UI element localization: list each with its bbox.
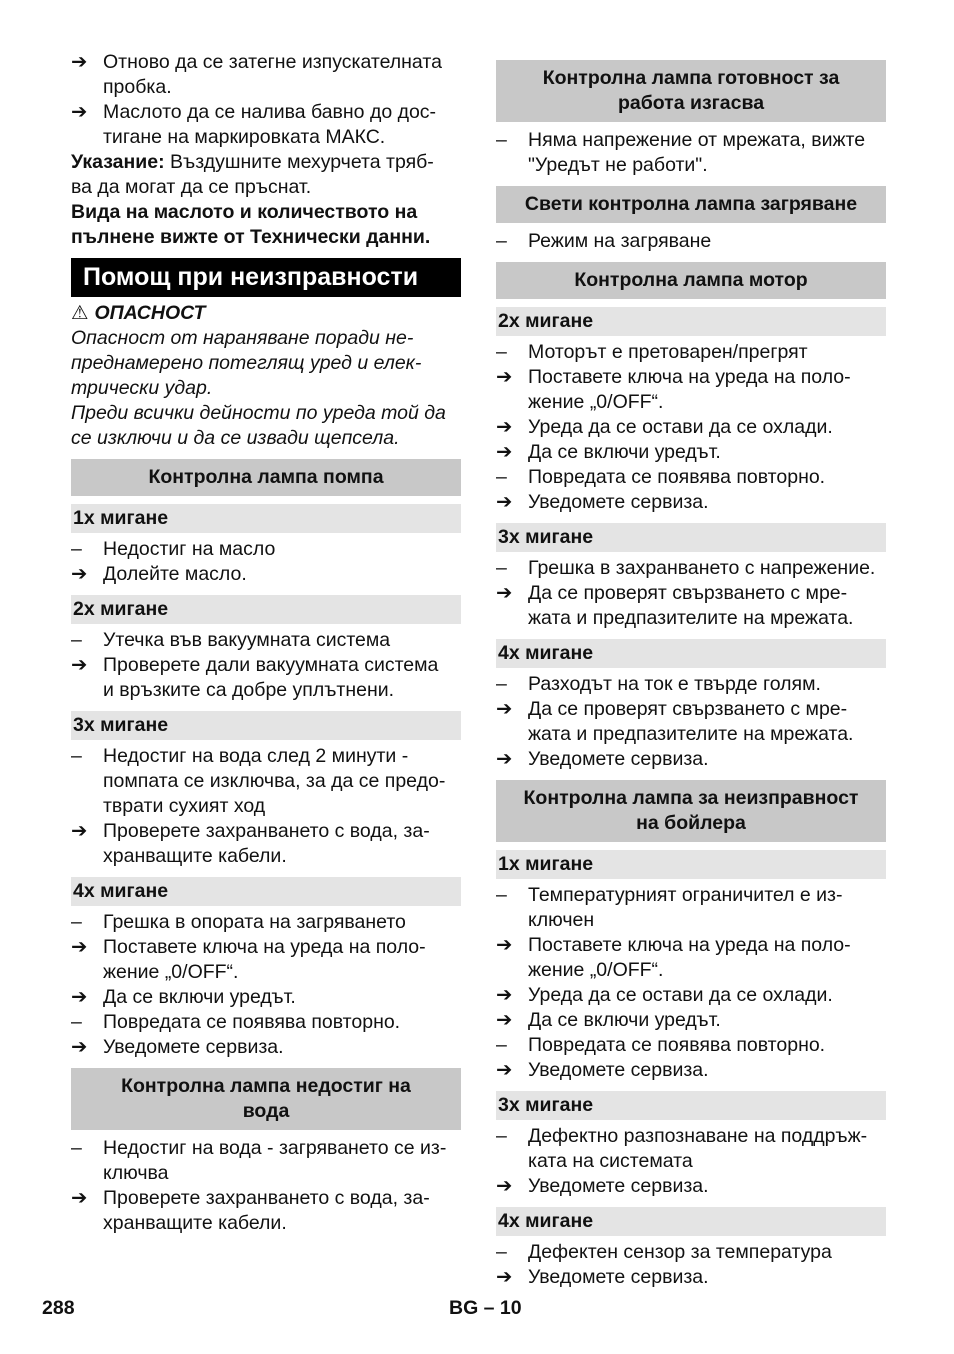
dash-bullet: –	[496, 230, 507, 252]
danger-line: Преди всички дейности по уреда той да	[71, 402, 446, 424]
arrow-right-icon: ➔	[71, 563, 88, 585]
heading-line: Контролна лампа недостиг на	[121, 1075, 411, 1097]
motor-lamp-groups	[496, 307, 886, 772]
note-text-2: ва да могат да се пръснат.	[71, 176, 312, 198]
blink-subheading: 3x мигане	[71, 711, 461, 740]
list-item-text	[528, 128, 886, 178]
list-item-line: Отново да се затегне изпускателната	[103, 51, 442, 73]
arrow-right-icon: ➔	[71, 654, 88, 676]
list-item-line: Поставете ключа на уреда на поло-	[528, 934, 851, 956]
list-item-text	[528, 1058, 886, 1083]
list-item-line: Уведомете сервиза.	[528, 748, 709, 770]
note-paragraph	[71, 150, 461, 200]
oil-note-line-1: Вида на маслото и количеството на	[71, 201, 418, 223]
list-item	[496, 128, 886, 178]
note-label: Указание:	[71, 151, 165, 173]
list-item-line: Проверете захранването с вода, за-	[103, 1187, 430, 1209]
blink-subheading: 3x мигане	[496, 1091, 886, 1120]
blink-items	[496, 1240, 886, 1290]
dash-bullet: –	[496, 466, 507, 488]
list-item-line: Уреда да се остави да се охлади.	[528, 416, 833, 438]
right-column	[496, 50, 886, 1290]
list-item-text	[103, 653, 461, 703]
list-item-line: ката на системата	[528, 1150, 693, 1172]
dash-bullet: –	[496, 1241, 507, 1263]
list-item	[496, 581, 886, 631]
list-item-text	[103, 910, 461, 935]
dash-bullet: –	[71, 1011, 82, 1033]
pump-lamp-heading: Контролна лампа помпа	[71, 459, 461, 496]
blink-items	[71, 744, 461, 869]
list-item-text	[528, 490, 886, 515]
arrow-right-icon: ➔	[496, 1175, 513, 1197]
arrow-right-icon: ➔	[496, 441, 513, 463]
list-item	[496, 465, 886, 490]
ready-lamp-items	[496, 128, 886, 178]
list-item	[496, 229, 886, 254]
blink-items	[496, 672, 886, 772]
arrow-right-icon: ➔	[71, 101, 88, 123]
danger-line: се изключи и да се извади щепсела.	[71, 427, 400, 449]
list-item	[496, 1174, 886, 1199]
list-item	[71, 744, 461, 819]
list-item-line: помпата се изключва, за да се предо-	[103, 770, 446, 792]
list-item	[71, 1186, 461, 1236]
blink-items	[496, 556, 886, 631]
heating-lamp-heading	[496, 186, 886, 223]
heading-line: Контролна лампа за неизправност	[523, 787, 859, 809]
list-item	[496, 556, 886, 581]
list-item	[496, 933, 886, 983]
blink-subheading: 4x мигане	[71, 877, 461, 906]
list-item-line: Уведомете сервиза.	[528, 1175, 709, 1197]
blink-subheading: 1x мигане	[71, 504, 461, 533]
arrow-right-icon: ➔	[71, 51, 88, 73]
list-item-line: "Уредът не работи".	[528, 154, 708, 176]
heading-line: работа изгасва	[617, 92, 765, 114]
list-item-text	[528, 1174, 886, 1199]
list-item-line: жение „0/OFF“.	[528, 959, 664, 981]
list-item	[496, 697, 886, 747]
list-item	[496, 440, 886, 465]
list-item-line: тврати сухият ход	[103, 795, 266, 817]
list-item	[71, 100, 461, 150]
ready-lamp-heading	[496, 60, 886, 122]
list-item	[496, 490, 886, 515]
list-item-line: Дефектно разпознаване на поддръж-	[528, 1125, 868, 1147]
list-item	[71, 653, 461, 703]
list-item	[71, 50, 461, 100]
boiler-lamp-groups	[496, 850, 886, 1290]
heading-line: Контролна лампа готовност за	[542, 67, 840, 89]
list-item-line: Поставете ключа на уреда на поло-	[103, 936, 426, 958]
blink-items	[496, 883, 886, 1083]
list-item-text	[528, 465, 886, 490]
dash-bullet: –	[496, 884, 507, 906]
list-item-line: Грешка в захранването с напрежение.	[528, 557, 876, 579]
section-title: Помощ при неизправности	[71, 258, 461, 297]
arrow-right-icon: ➔	[71, 936, 88, 958]
heading-line: на бойлера	[636, 812, 746, 834]
list-item	[496, 1033, 886, 1058]
dash-bullet: –	[496, 557, 507, 579]
list-item-line: Повредата се появява повторно.	[528, 1034, 826, 1056]
dash-bullet: –	[496, 129, 507, 151]
list-item-line: пробка.	[103, 76, 172, 98]
list-item-line: Уведомете сервиза.	[103, 1036, 284, 1058]
water-lamp-heading	[71, 1068, 461, 1130]
oil-note-line-2: пълнене вижте от Технически данни.	[71, 226, 431, 248]
list-item-line: Моторът е претоварен/прегрят	[528, 341, 808, 363]
list-item	[496, 883, 886, 933]
list-item-line: Повредата се появява повторно.	[528, 466, 826, 488]
list-item-line: Да се включи уредът.	[103, 986, 296, 1008]
list-item-line: хранващите кабели.	[103, 845, 287, 867]
list-item-line: Да се проверят свързването с мре-	[528, 582, 848, 604]
list-item-text	[528, 983, 886, 1008]
list-item	[71, 819, 461, 869]
dash-bullet: –	[496, 1125, 507, 1147]
danger-label: ОПАСНОСТ	[94, 302, 206, 324]
list-item	[496, 1008, 886, 1033]
list-item-line: Няма напрежение от мрежата, вижте	[528, 129, 866, 151]
list-item-text	[528, 883, 886, 933]
list-item-text	[528, 440, 886, 465]
dash-bullet: –	[71, 629, 82, 651]
list-item-line: хранващите кабели.	[103, 1212, 287, 1234]
arrow-right-icon: ➔	[71, 986, 88, 1008]
list-item-text	[528, 1265, 886, 1290]
list-item	[496, 747, 886, 772]
list-item-line: Проверете захранването с вода, за-	[103, 820, 430, 842]
arrow-right-icon: ➔	[496, 1266, 513, 1288]
note-text-1: Въздушните мехурчета тряб-	[164, 151, 434, 173]
boiler-lamp-heading	[496, 780, 886, 842]
list-item-text	[528, 1240, 886, 1265]
list-item	[496, 983, 886, 1008]
list-item-line: Разходът на ток е твърде голям.	[528, 673, 821, 695]
list-item-text	[103, 935, 461, 985]
dash-bullet: –	[496, 1034, 507, 1056]
list-item	[71, 1035, 461, 1060]
heading-line: Свети контролна лампа загряване	[524, 193, 858, 215]
list-item-line: Проверете дали вакуумната система	[103, 654, 439, 676]
list-item-line: жата и предпазителите на мрежата.	[528, 723, 854, 745]
list-item-text	[528, 1008, 886, 1033]
intro-items	[71, 50, 461, 150]
list-item	[496, 1124, 886, 1174]
arrow-right-icon: ➔	[496, 934, 513, 956]
danger-line: Опасност от нараняване поради не-	[71, 327, 414, 349]
blink-items	[71, 537, 461, 587]
blink-subheading: 3x мигане	[496, 523, 886, 552]
arrow-right-icon: ➔	[496, 748, 513, 770]
page-number: 288	[42, 1297, 75, 1319]
list-item-line: ключен	[528, 909, 595, 931]
list-item-line: Уреда да се остави да се охлади.	[528, 984, 833, 1006]
list-item-text	[528, 229, 886, 254]
list-item-text	[528, 1033, 886, 1058]
list-item-line: Температурният ограничител е из-	[528, 884, 843, 906]
heading-line: вода	[242, 1100, 290, 1122]
dash-bullet: –	[71, 911, 82, 933]
arrow-right-icon: ➔	[496, 491, 513, 513]
list-item-text	[103, 1186, 461, 1236]
blink-subheading: 4x мигане	[496, 639, 886, 668]
list-item-line: Режим на загряване	[528, 230, 712, 252]
blink-subheading: 1x мигане	[496, 850, 886, 879]
blink-items	[71, 910, 461, 1060]
dash-bullet: –	[496, 673, 507, 695]
list-item-line: Недостиг на масло	[103, 538, 276, 560]
list-item-text	[528, 672, 886, 697]
dash-bullet: –	[71, 1137, 82, 1159]
list-item	[71, 985, 461, 1010]
list-item-line: Грешка в опората на загряването	[103, 911, 406, 933]
list-item-text	[103, 562, 461, 587]
blink-items	[496, 1124, 886, 1199]
danger-heading	[71, 301, 461, 326]
list-item-text	[103, 628, 461, 653]
list-item-text	[103, 744, 461, 819]
list-item-text	[528, 933, 886, 983]
arrow-right-icon: ➔	[496, 698, 513, 720]
arrow-right-icon: ➔	[496, 582, 513, 604]
list-item-text	[103, 50, 461, 100]
list-item-line: и връзките са добре уплътнени.	[103, 679, 395, 701]
list-item	[496, 1240, 886, 1265]
list-item-text	[528, 747, 886, 772]
list-item-text	[528, 365, 886, 415]
list-item	[496, 1265, 886, 1290]
list-item-text	[103, 1035, 461, 1060]
list-item	[496, 365, 886, 415]
arrow-right-icon: ➔	[496, 1009, 513, 1031]
arrow-right-icon: ➔	[71, 1187, 88, 1209]
list-item	[71, 910, 461, 935]
list-item	[71, 935, 461, 985]
list-item-line: тигане на маркировката МАКС.	[103, 126, 386, 148]
arrow-right-icon: ➔	[71, 1036, 88, 1058]
list-item-line: жата и предпазителите на мрежата.	[528, 607, 854, 629]
arrow-right-icon: ➔	[496, 366, 513, 388]
list-item-line: Да се включи уредът.	[528, 1009, 721, 1031]
list-item-line: Уведомете сервиза.	[528, 1059, 709, 1081]
list-item-text	[528, 340, 886, 365]
danger-text	[71, 326, 461, 451]
list-item-text	[103, 100, 461, 150]
list-item-text	[103, 819, 461, 869]
list-item	[71, 537, 461, 562]
list-item-text	[103, 1136, 461, 1186]
list-item	[71, 562, 461, 587]
list-item-line: Да се включи уредът.	[528, 441, 721, 463]
pump-lamp-groups	[71, 504, 461, 1060]
motor-lamp-heading: Контролна лампа мотор	[496, 262, 886, 299]
list-item-line: Поставете ключа на уреда на поло-	[528, 366, 851, 388]
list-item	[71, 1136, 461, 1186]
list-item	[496, 340, 886, 365]
section-code: BG – 10	[449, 1297, 522, 1319]
blink-subheading: 4x мигане	[496, 1207, 886, 1236]
danger-line: трически удар.	[71, 377, 213, 399]
list-item-text	[528, 1124, 886, 1174]
list-item	[496, 415, 886, 440]
left-column	[71, 50, 461, 1236]
warning-triangle-icon: ⚠	[71, 302, 89, 324]
danger-line: преднамерено потеглящ уред и елек-	[71, 352, 422, 374]
blink-subheading: 2x мигане	[71, 595, 461, 624]
list-item-line: ключва	[103, 1162, 169, 1184]
list-item-text	[528, 697, 886, 747]
list-item-text	[103, 1010, 461, 1035]
list-item-line: Дефектен сензор за температура	[528, 1241, 832, 1263]
blink-subheading: 2x мигане	[496, 307, 886, 336]
list-item	[71, 628, 461, 653]
list-item-line: Утечка във вакуумната система	[103, 629, 391, 651]
arrow-right-icon: ➔	[496, 984, 513, 1006]
blink-items	[71, 628, 461, 703]
list-item	[496, 672, 886, 697]
list-item	[71, 1010, 461, 1035]
list-item-line: Да се проверят свързването с мре-	[528, 698, 848, 720]
list-item	[496, 1058, 886, 1083]
list-item-line: Недостиг на вода - загряването се из-	[103, 1137, 447, 1159]
dash-bullet: –	[71, 745, 82, 767]
list-item-line: Уведомете сервиза.	[528, 1266, 709, 1288]
list-item-line: Недостиг на вода след 2 минути -	[103, 745, 409, 767]
blink-items	[496, 340, 886, 515]
arrow-right-icon: ➔	[496, 1059, 513, 1081]
list-item-line: жение „0/OFF“.	[103, 961, 239, 983]
list-item-text	[528, 415, 886, 440]
list-item-text	[103, 985, 461, 1010]
oil-reference-note	[71, 200, 461, 250]
list-item-line: Уведомете сервиза.	[528, 491, 709, 513]
arrow-right-icon: ➔	[71, 820, 88, 842]
heating-lamp-items	[496, 229, 886, 254]
dash-bullet: –	[496, 341, 507, 363]
list-item-text	[528, 556, 886, 581]
water-lamp-items	[71, 1136, 461, 1236]
list-item-text	[528, 581, 886, 631]
dash-bullet: –	[71, 538, 82, 560]
list-item-line: Долейте масло.	[103, 563, 247, 585]
list-item-line: жение „0/OFF“.	[528, 391, 664, 413]
arrow-right-icon: ➔	[496, 416, 513, 438]
list-item-line: Повредата се появява повторно.	[103, 1011, 401, 1033]
list-item-line: Маслото да се налива бавно до дос-	[103, 101, 437, 123]
list-item-text	[103, 537, 461, 562]
